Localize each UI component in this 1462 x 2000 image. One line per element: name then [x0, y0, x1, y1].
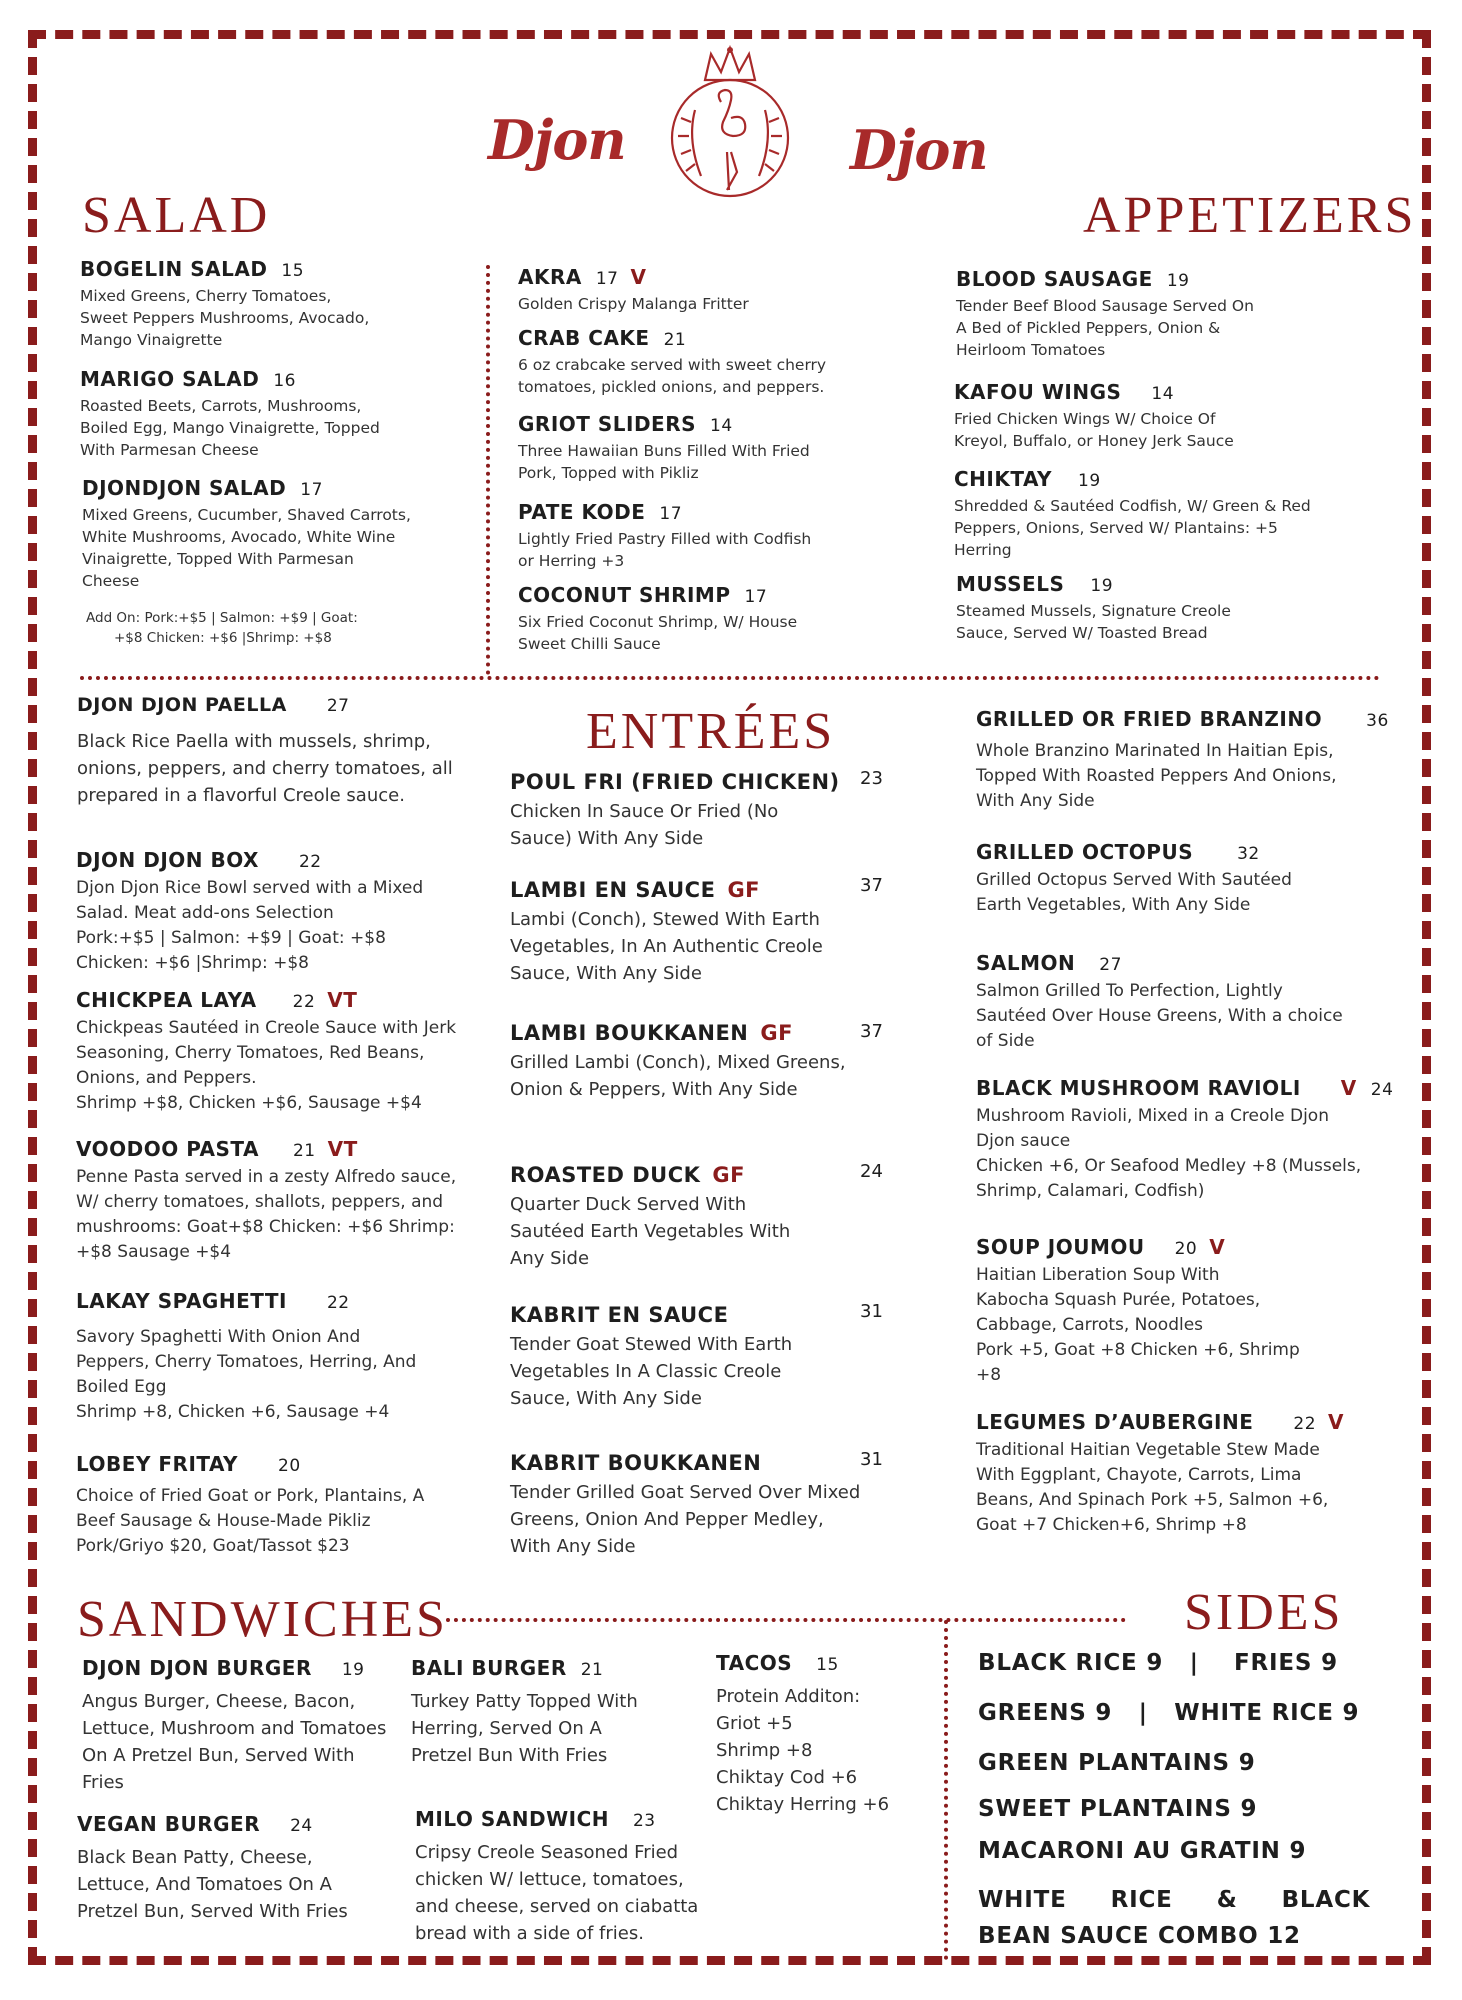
menu-item-lakay-spaghetti: LAKAY SPAGHETTI 22 Savory Spaghetti With Onion And Peppers, Cherry Tomatoes, Herring, And Boiled Egg Shrimp +8, Chicken +6, Sausage +4 [76, 1289, 417, 1422]
menu-item-lambi-boukkanen: LAMBI BOUKKANEN GF Grilled Lambi (Conch), Mixed Greens, Onion & Peppers, With Any Side [510, 1021, 846, 1100]
item-price: 24 [860, 1161, 883, 1182]
menu-item-branzino: GRILLED OR FRIED BRANZINO 36 Whole Branzino Marinated In Haitian Epis, Topped With Roasted Peppers And Onions, With Any Side [976, 707, 1389, 811]
item-price: 17 [300, 480, 323, 500]
item-price: 31 [860, 1449, 883, 1470]
brand-left: Djon [488, 108, 626, 172]
item-price: 23 [860, 768, 883, 789]
menu-item-bogelin-salad: BOGELIN SALAD 15 Mixed Greens, Cherry Tomatoes, Sweet Peppers Mushrooms, Avocado, Mango Vinaigrette [80, 257, 370, 349]
menu-item-chickpea-laya: CHICKPEA LAYA 22 VT Chickpeas Sautéed in Creole Sauce with Jerk Seasoning, Cherry Tomatoes, Red Beans, Onions, and Peppers. Shrimp +$8, Chicken +$6, Sausage +$4 [76, 988, 457, 1113]
side-item: BEAN SAUCE COMBO 12 [978, 1923, 1301, 1949]
menu-item-soup-joumou: SOUP JOUMOU 20 V Haitian Liberation Soup With Kabocha Squash Purée, Potatoes, Cabbage, Carrots, Noodles Pork +5, Goat +8 Chicken +6, Shrimp +8 [976, 1235, 1300, 1385]
menu-item-djondjon-salad: DJONDJON SALAD 17 Mixed Greens, Cucumber, Shaved Carrots, White Mushrooms, Avocado, White Wine Vinaigrette, Topped With Parmesan Cheese [82, 476, 411, 590]
menu-item-salmon: SALMON 27 Salmon Grilled To Perfection, Lightly Sautéed Over House Greens, With a choice of Side [976, 951, 1343, 1051]
tag-vegetarian: VT [327, 988, 358, 1012]
menu-item-bali-burger: BALI BURGER 21 Turkey Patty Topped With Herring, Served On A Pretzel Bun With Fries [411, 1656, 638, 1766]
tag-gluten-free: GF [727, 878, 761, 902]
section-appetizers: APPETIZERS [1083, 187, 1417, 244]
menu-item-djon-djon-paella: DJON DJON PAELLA 27 Black Rice Paella with mussels, shrimp, onions, peppers, and cherry tomatoes, all prepared in a flavorful Creole sauce. [77, 694, 453, 806]
divider-horizontal-mid [80, 676, 1380, 680]
menu-item-legumes-daubergine: LEGUMES D’AUBERGINE 22 V Traditional Haitian Vegetable Stew Made With Eggplant, Chayote, Carrots, Lima Beans, And Spinach Pork +5, Salmon +6, Goat +7 Chicken+6, Shrimp +8 [976, 1410, 1344, 1535]
section-sides: SIDES [1184, 1584, 1344, 1641]
item-name: BOGELIN SALAD [80, 257, 268, 281]
item-price: 37 [860, 875, 883, 896]
divider-vertical-sides [944, 1620, 948, 1960]
item-name: DJONDJON SALAD [82, 476, 287, 500]
menu-item-crab-cake: CRAB CAKE 21 6 oz crabcake served with sweet cherry tomatoes, pickled onions, and peppers. [518, 326, 827, 396]
menu-item-kabrit-boukkanen: KABRIT BOUKKANEN Tender Grilled Goat Served Over Mixed Greens, Onion And Pepper Medley, With Any Side [510, 1451, 861, 1557]
tag-gluten-free: GF [760, 1021, 793, 1045]
tag-vegan: V [1340, 1076, 1357, 1100]
section-sandwiches: SANDWICHES [77, 1591, 448, 1648]
menu-item-kabrit-en-sauce: KABRIT EN SAUCE Tender Goat Stewed With Earth Vegetables In A Classic Creole Sauce, With Any Side [510, 1303, 793, 1409]
tag-vegetarian: VT [327, 1137, 358, 1161]
menu-item-mussels: MUSSELS 19 Steamed Mussels, Signature Creole Sauce, Served W/ Toasted Bread [956, 572, 1231, 642]
divider-sandwiches [446, 1618, 1126, 1622]
menu-item-tacos: TACOS 15 Protein Additon: Griot +5 Shrimp +8 Chiktay Cod +6 Chiktay Herring +6 [716, 1651, 890, 1815]
side-item: GREEN PLANTAINS 9 [978, 1750, 1256, 1776]
menu-item-blood-sausage: BLOOD SAUSAGE 19 Tender Beef Blood Sausage Served On A Bed of Pickled Peppers, Onion & Heirloom Tomatoes [956, 267, 1254, 359]
brand-right: Djon [850, 118, 988, 182]
menu-item-voodoo-pasta: VOODOO PASTA 21 VT Penne Pasta served in a zesty Alfredo sauce, W/ cherry tomatoes, shallots, peppers, and mushrooms: Goat+$8 Chicken: +$6 Shrimp: +$8 Sausage +$4 [76, 1137, 457, 1262]
menu-item-griot-sliders: GRIOT SLIDERS 14 Three Hawaiian Buns Filled With Fried Pork, Topped with Pikliz [518, 412, 810, 482]
menu-item-kafou-wings: KAFOU WINGS 14 Fried Chicken Wings W/ Choice Of Kreyol, Buffalo, or Honey Jerk Sauce [954, 380, 1234, 450]
tag-vegan: V [1209, 1235, 1226, 1259]
menu-item-lambi-en-sauce: LAMBI EN SAUCE GF Lambi (Conch), Stewed With Earth Vegetables, In An Authentic Creole Sauce, With Any Side [510, 878, 823, 984]
menu-item-marigo-salad: MARIGO SALAD 16 Roasted Beets, Carrots, Mushrooms, Boiled Egg, Mango Vinaigrette, Topped With Parmesan Cheese [80, 367, 380, 459]
menu-item-akra: AKRA 17 V Golden Crispy Malanga Fritter [518, 265, 749, 313]
menu-item-djon-djon-burger: DJON DJON BURGER 19 Angus Burger, Cheese, Bacon, Lettuce, Mushroom and Tomatoes On A Pretzel Bun, Served With Fries [82, 1656, 387, 1793]
divider-vertical-top [486, 265, 490, 675]
side-item: BLACK RICE 9 | FRIES 9 [978, 1650, 1338, 1676]
menu-item-coconut-shrimp: COCONUT SHRIMP 17 Six Fried Coconut Shrimp, W/ House Sweet Chilli Sauce [518, 583, 798, 653]
salad-addon-note: Add On: Pork:+$5 | Salmon: +$9 | Goat: +$8 Chicken: +$6 |Shrimp: +$8 [86, 610, 358, 646]
flamingo-crown-wreath-icon [655, 40, 805, 210]
tag-gluten-free: GF [712, 1163, 746, 1187]
menu-item-lobey-fritay: LOBEY FRITAY 20 Choice of Fried Goat or Pork, Plantains, A Beef Sausage & House-Made Pikliz Pork/Griyo $20, Goat/Tassot $23 [76, 1452, 425, 1556]
menu-item-poul-fri: POUL FRI (FRIED CHICKEN) Chicken In Sauce Or Fried (No Sauce) With Any Side [510, 770, 840, 849]
tag-vegan: V [630, 265, 647, 289]
menu-item-pate-kode: PATE KODE 17 Lightly Fried Pastry Filled with Codfish or Herring +3 [518, 500, 812, 570]
side-item: WHITE RICE & BLACK [978, 1887, 1371, 1913]
menu-item-roasted-duck: ROASTED DUCK GF Quarter Duck Served With Sautéed Earth Vegetables With Any Side [510, 1163, 791, 1269]
section-salad: SALAD [82, 187, 271, 244]
item-price: 31 [860, 1301, 883, 1322]
tag-vegan: V [1328, 1410, 1344, 1434]
section-entrees: ENTRÉES [586, 703, 836, 760]
item-price: 15 [281, 261, 305, 281]
menu-item-milo-sandwich: MILO SANDWICH 23 Cripsy Creole Seasoned Fried chicken W/ lettuce, tomatoes, and cheese, served on ciabatta bread with a side of fries. [415, 1807, 699, 1944]
menu-item-vegan-burger: VEGAN BURGER 24 Black Bean Patty, Cheese, Lettuce, And Tomatoes On A Pretzel Bun, Served With Fries [77, 1812, 348, 1922]
item-name: MARIGO SALAD [80, 367, 260, 391]
menu-item-black-mushroom-ravioli: BLACK MUSHROOM RAVIOLI V 24 Mushroom Ravioli, Mixed in a Creole Djon Djon sauce Chicken +6, Or Seafood Medley +8 (Mussels, Shrimp, Calamari, Codfish) [976, 1076, 1394, 1201]
side-item: SWEET PLANTAINS 9 [978, 1796, 1258, 1822]
item-price: 37 [860, 1021, 883, 1042]
menu-item-grilled-octopus: GRILLED OCTOPUS 32 Grilled Octopus Served With Sautéed Earth Vegetables, With Any Side [976, 840, 1292, 915]
side-item: MACARONI AU GRATIN 9 [978, 1838, 1307, 1864]
side-item: GREENS 9 | WHITE RICE 9 [978, 1700, 1360, 1726]
menu-item-djon-djon-box: DJON DJON BOX 22 Djon Djon Rice Bowl served with a Mixed Salad. Meat add-ons Selection Pork:+$5 | Salmon: +$9 | Goat: +$8 Chicken: +$6 |Shrimp: +$8 [76, 848, 424, 973]
menu-item-chiktay: CHIKTAY 19 Shredded & Sautéed Codfish, W/ Green & Red Peppers, Onions, Served W/ Plantains: +5 Herring [954, 467, 1311, 559]
item-price: 16 [273, 371, 296, 391]
